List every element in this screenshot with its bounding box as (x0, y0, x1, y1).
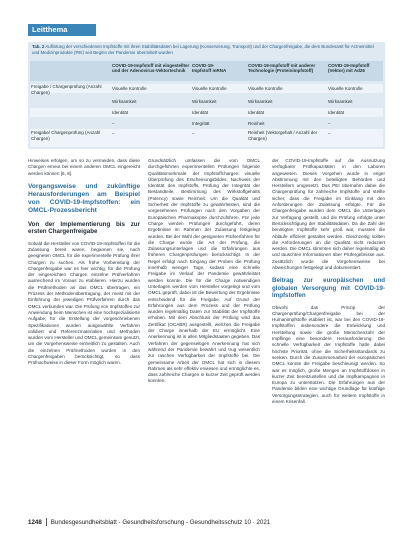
table-cell: Identität (248, 110, 265, 115)
paragraph: der COVID-19-Impfstoffe auf die Ausnutzung verfügbarer Prüfkapazitäten in den Laboren angewiesen. Dieses Vorgehen wurde in enger Abstimmung mit den beteiligten Behörden und Herstellern umgesetzt. Das PEI übernahm dabei die Chargenprüfung für zahlreiche Impfstoffe und stellte sicher, dass die Freigabe im Einklang mit den Anforderungen der Zulassung erfolgte. Für die Chargenfreigabe wurden dem OMCL die Unterlagen zur Verfügung gestellt, und die Prüfung erfolgte unter Berücksichtigung der Stabilitätsdaten. Da die Zahl der benötigten Impfstoffe sehr groß war, mussten die Abläufe effizient gestaltet werden. Gleichzeitig sollten die Anforderungen an die Qualität nicht reduziert werden. Die OMCL stimmten sich daher regelmäßig ab und tauschten Informationen über Prüfergebnisse aus. Zusätzlich wurde die Vorgehensweise bei Abweichungen festgelegt und dokumentiert. (272, 158, 385, 271)
table-cell: Wirksamkeit (112, 99, 137, 104)
section-heading: Beitrag zur europäischen und globalen Versorgung mit COVID-19-Impfstoffen (272, 277, 385, 300)
table-cell: Freigabe/ Chargenprüfung (Anzahl Chargen) (31, 130, 101, 141)
table-cell: Reinheit (248, 121, 265, 126)
table-cell: – (112, 121, 115, 126)
table-header-cell: COVID-19-Impfstoff mRNA (192, 63, 227, 74)
section-tag: Leitthema (28, 24, 96, 36)
paragraph: Hinweises erfolgen, um so zu vermeiden, dass diese Chargen erneut bei einem anderen OMCL eingereicht werden können [6, 8]. (28, 158, 140, 176)
table-header-cell: COVID-19-Impfstoff (Vektor) mit Ad26 (328, 63, 370, 74)
page-footer (28, 518, 385, 528)
text-column-3 (272, 158, 385, 514)
subsection-heading: Von der Implementierung bis zur ersten Chargenfreigabe (28, 220, 140, 236)
text-column-1 (28, 158, 140, 514)
table-cell: Identität (328, 110, 345, 115)
table-cell: Visuelle Kontrolle (328, 86, 363, 91)
table-caption-label: Tab. 2 (32, 44, 45, 49)
table-cell: Identität (192, 110, 209, 115)
table-cell: – (192, 131, 195, 136)
table-cell: Visuelle Kontrolle (112, 86, 147, 91)
table-cell: Integrität (192, 121, 210, 126)
table-header-cell: COVID-19-Impfstoff mit eingestellter und der Adenovirus-Vektortechnik (112, 63, 190, 74)
table-cell: – (328, 121, 331, 126)
table-cell: Wirksamkeit (248, 99, 273, 104)
table-cell: Freigabe / Chargenprüfung (Anzahl Chargen) (31, 84, 102, 95)
text-column-2 (148, 158, 260, 514)
table-cell: Identität (112, 110, 129, 115)
paragraph: Sobald die Hersteller von COVID-19-Impfstoffen für die Zulassung bereit waren, begannen sie, nach geeigneten OMCL für die experimentelle Prüfung ihrer Chargen zu suchen. Als frühe Vorbereitung der Chargenfreigabe war es hier wichtig, für die Prüfung der eingereichten Chargen einzelne Prüfverfahren ausreichend im Voraus zu etablieren. Hierzu wurden die Prüfmethoden an das OMCL übertragen, ein Prozess der Methodenübertragung, der meist mit der Einführung der jeweiligen Prüfverfahren durch das OMCL verbunden war. Die Prüfung von Impfstoffen zur Anwendung beim Menschen ist eine hochspezialisierte Aufgabe; für die Erstellung der vorgeschriebenen Spezifikationen wurden ausgewählte Verfahren validiert und Referenzmaterialien und Methoden wurden vom Hersteller und OMCL gemeinsam genutzt, um die Vorgehensweise einheitlich zu gestalten. Auch die einzelnen Prüfmethoden wurden in den Chargenfreigaben berücksichtigt, so dass Prüfnachweise in dieser Form möglich waren. (28, 240, 140, 366)
table-cell: Wirksamkeit (328, 99, 353, 104)
table-header-cell: COVID-19-Impfstoff mit anderer Technologie (Proteinimpfstoff) (248, 63, 316, 74)
footer-divider (46, 518, 47, 526)
journal-name: Bundesgesundheitsblatt - Gesundheitsforschung - Gesundheitsschutz 10 · 2021 (50, 519, 271, 526)
table-cell: Wirksamkeit (192, 99, 217, 104)
table-cell: Reinheit (Vektorgehalt / Anzahl der Chargen) (248, 130, 318, 141)
table-cell: Visuelle Kontrolle (192, 86, 227, 91)
table-caption-text: Auflistung der verschiedenen Impfstoffe mit ihren Stabilitätsdaten bei Lagerung (Konservierung, Transport) und der Chargenfreigabe, die dem Bundesamt für Arzneimittel und Medizinprodukte (PEI) seit Beginn der Pandemie übermittelt wurden (32, 44, 374, 55)
table-cell: Visuelle Kontrolle (248, 86, 283, 91)
section-heading: Vorgangsweise und zukünftige Herausforderungen am Beispiel von COVID-19-Impfstoffen: ein OMCL-Prozessbericht (28, 182, 140, 214)
table-caption (32, 44, 382, 55)
table-cell: – (328, 131, 331, 136)
paragraph: Obwohl das Prinzip der Chargenprüfung/Chargenfreigabe bei der Humanimpfstoffe etabliert ist, war bei den COVID-19-Impfstoffen insbesondere die Entwicklung und Herstellung sowie die große Menschenzahl der Impflinge eine besondere Herausforderung. Die schnelle Verfügbarkeit der Impfstoffe hatte dabei höchste Priorität, ohne die Sicherheitsstandards zu senken. Durch die Zusammenarbeit der europäischen OMCL konnte die Freigabe beschleunigt werden. So war es möglich, große Mengen an Impfstoffdosen in kurzer Zeit bereitzustellen und die Impfkampagnen in Europa zu unterstützen. Die Erfahrungen aus der Pandemie bilden eine wichtige Grundlage für künftige Versorgungsstrategien, auch für weitere Impfstoffe in einem Krisenfall. (272, 304, 385, 405)
table-cell: – (112, 131, 115, 136)
page-number: 1248 (28, 519, 42, 526)
paragraph: Grundsätzlich umfassen die vom OMCL durchgeführten experimentellen Prüfungen folgende Qualitätsmerkmale: der Impfstoffchargen: visuelle Überprüfung des Erscheinungsbildes, Nachweis der Identität des Impfstoffs, Prüfung der Integrität der Bestandteile, Bestimmung des Wirkstoffgehalts (Potency) sowie Reinheit. Um die Qualität und Sicherheit der Impfstoffe zu gewährleisten, sind die vorgesehenen Prüfungen nach den Vorgaben der Europäischen Pharmakopöe durchzuführen. Für jede Charge werden Prüfungen durchgeführt, deren Ergebnisse im Rahmen der Zulassung festgelegt wurden. Bei der Wahl der geeigneten Prüfverfahren für die Charge wurde die Art der Prüfung, die Zulassungsunterlagen und die Erfahrungen aus früheren Chargenprüfungen berücksichtigt. In der Regel erfolgt nach Eingang der Proben die Prüfung innerhalb weniger Tage, sodass eine schnelle Freigabe im Verlauf der Pandemie gewährleistet werden konnte. Die für die Charge notwendigen Unterlagen werden vom Hersteller vorgelegt und vom OMCL geprüft, dabei ist die Bewertung der Ergebnisse entscheidend für die Freigabe. Auf Grund der Erfahrungen aus dem Prozess und der Prüfung wurden regelmäßig Daten zur Stabilität der Impfstoffe erhoben. Mit dem Abschluss der Prüfung wird das Zertifikat (OCABR) ausgestellt, welches die Freigabe der Charge innerhalb der EU ermöglicht. Eine Anerkennung ist in allen Mitgliedstaaten gegeben. Das Verfahren der gegenseitigen Anerkennung hat sich während der Pandemie bewährt und trug wesentlich zur raschen Verfügbarkeit der Impfstoffe bei. Die gemeinsame Arbeit der OMCL hat sich in diesem Rahmen als sehr effektiv erwiesen und ermöglichte es, dass zahlreiche Chargen in kurzer Zeit geprüft werden konnten. (148, 158, 260, 384)
